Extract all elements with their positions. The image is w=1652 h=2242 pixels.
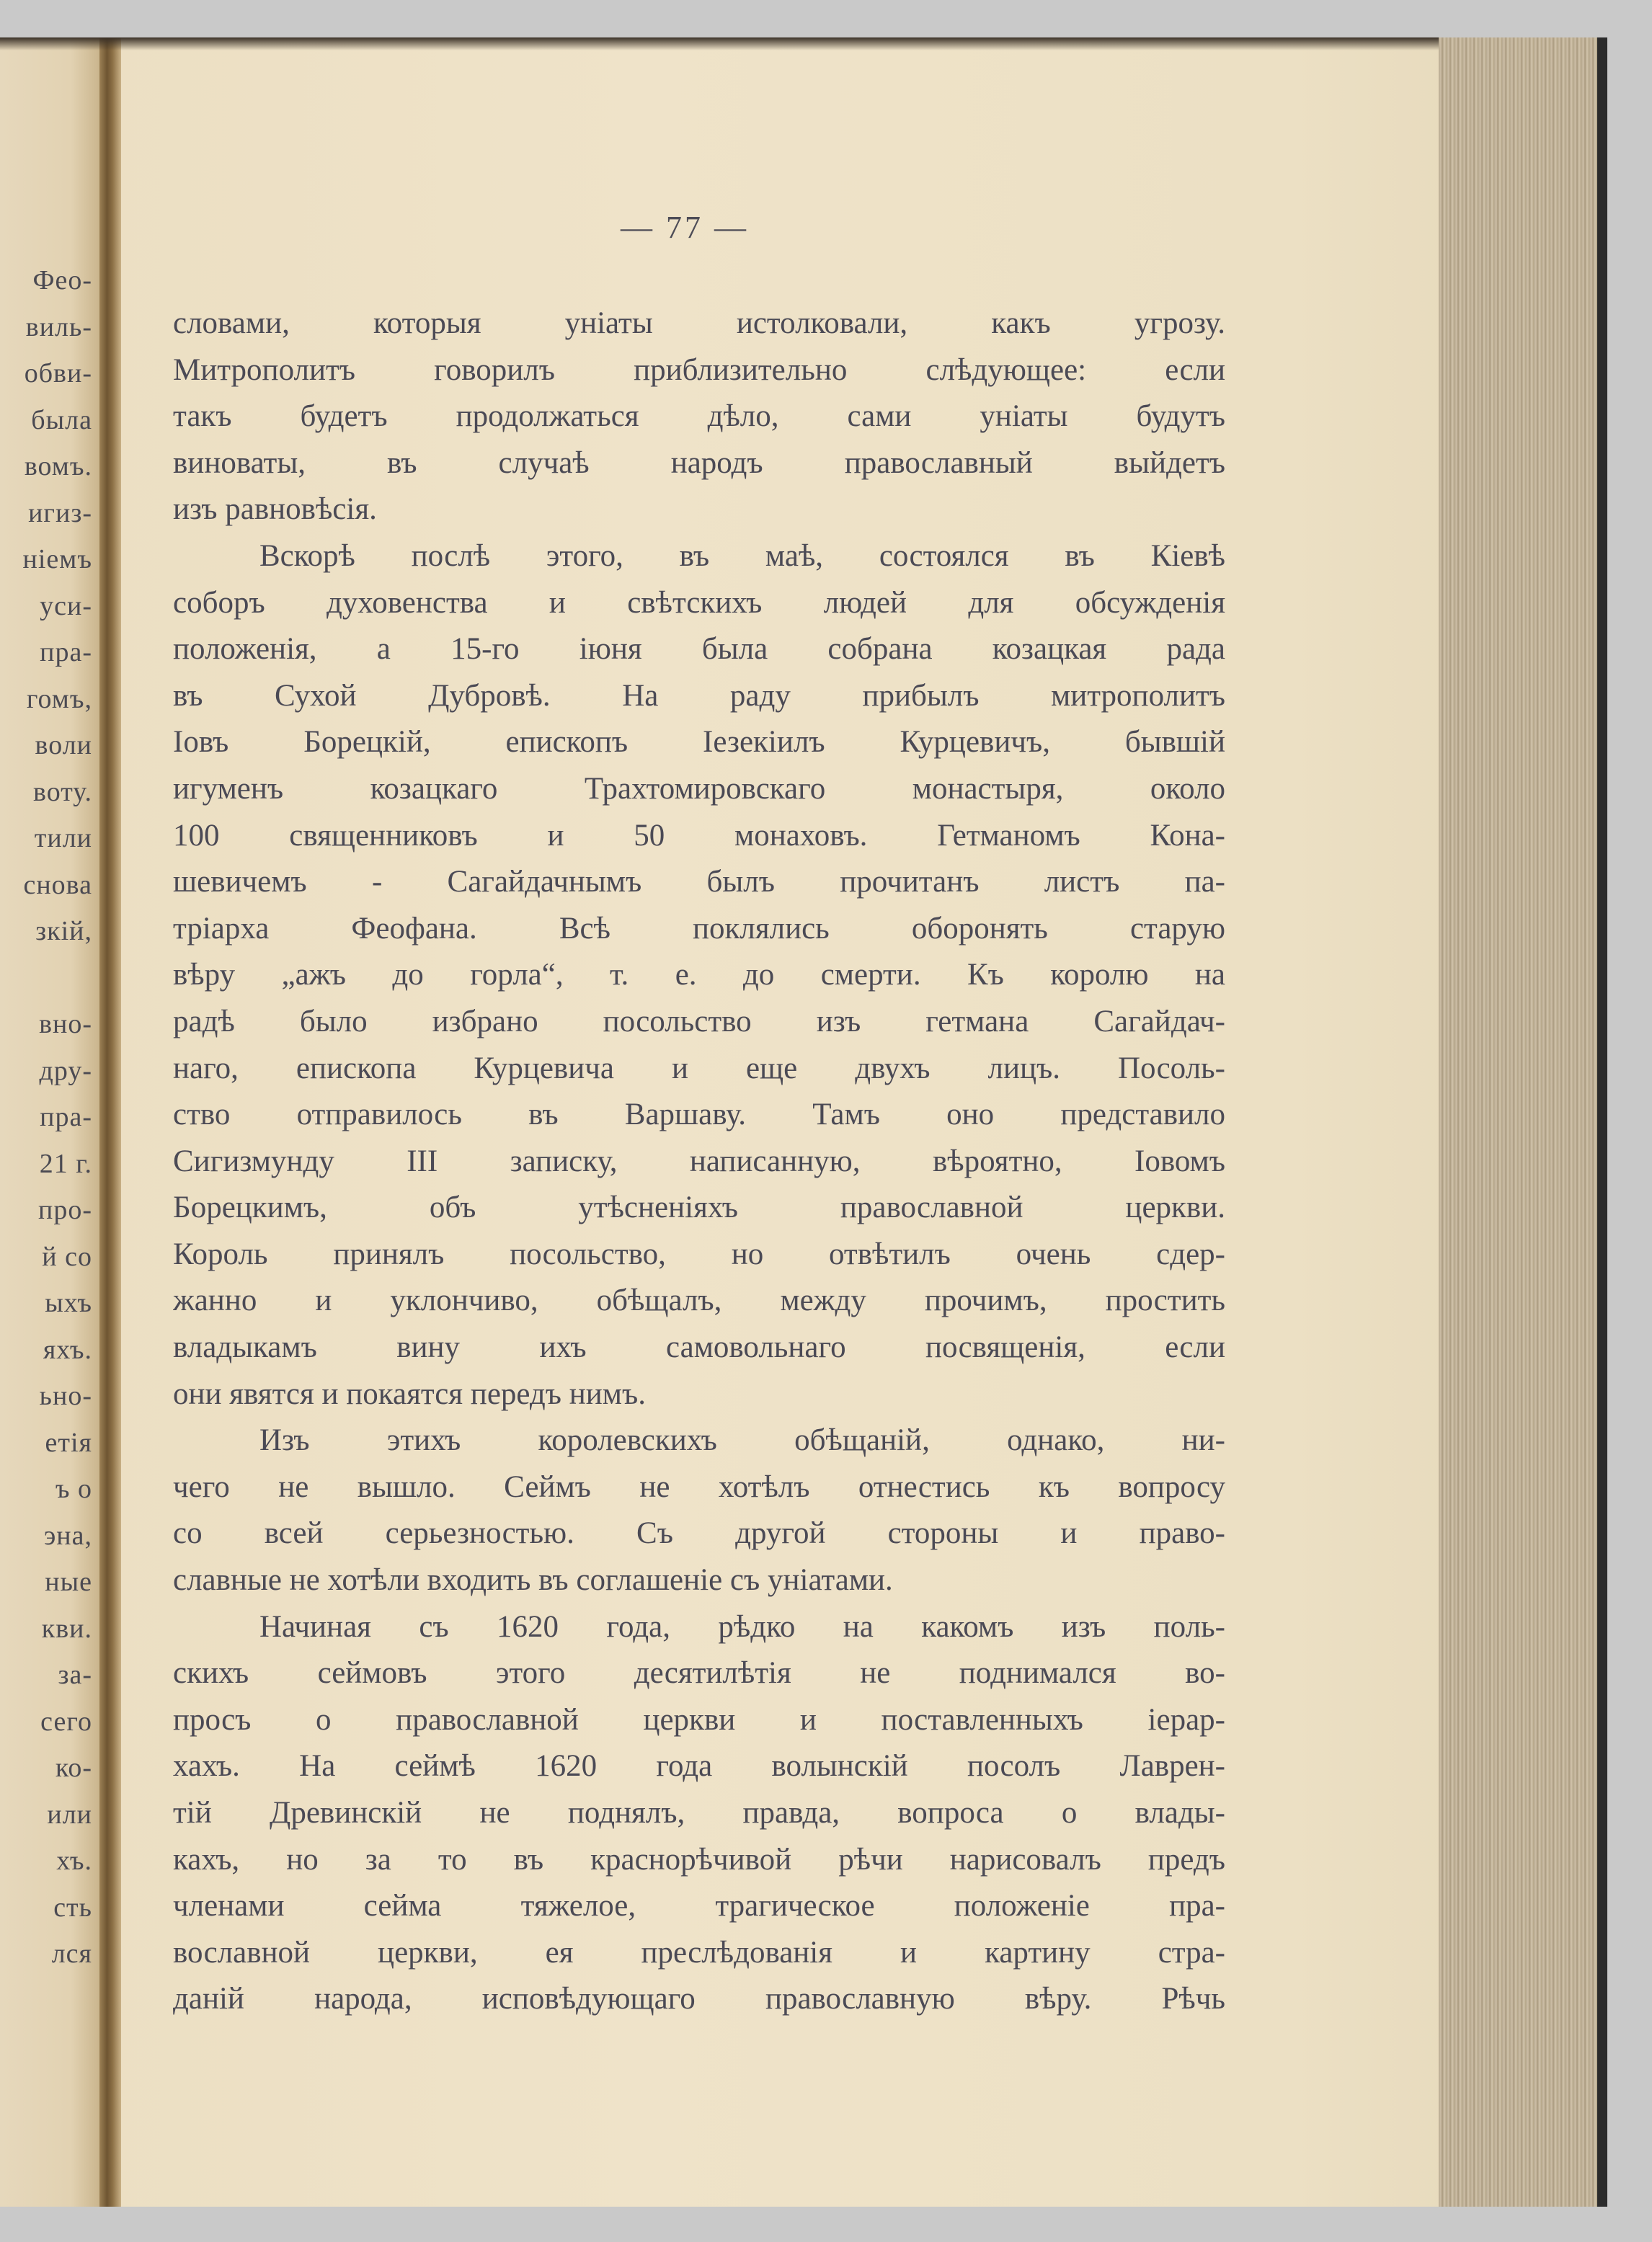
left-page-fragment: за- bbox=[58, 1660, 92, 1690]
text-line: изъ равновѣсія. bbox=[173, 492, 377, 527]
text-line: вѣру „ажъ до горла“, т. е. до смерти. Къ королю на bbox=[173, 958, 1225, 992]
left-page-fragment: етія bbox=[45, 1427, 92, 1458]
text-line: словами, которыя уніаты истолковали, какъ угрозу. bbox=[173, 306, 1225, 340]
book-gutter bbox=[99, 37, 121, 2207]
text-line: жанно и уклончиво, обѣщалъ, между прочимъ, простить bbox=[173, 1284, 1225, 1318]
text-line: радѣ было избрано посольство изъ гетмана Сагайдач- bbox=[173, 1004, 1225, 1038]
text-line: Іовъ Борецкій, епископъ Іезекіилъ Курцевичъ, бывшій bbox=[173, 725, 1225, 760]
left-page-fragment: или bbox=[47, 1799, 92, 1830]
text-line: кахъ, но за то въ краснорѣчивой рѣчи нарисовалъ предъ bbox=[173, 1842, 1225, 1877]
text-line: ство отправилось въ Варшаву. Тамъ оно представило bbox=[173, 1098, 1225, 1132]
left-page-fragment: эна, bbox=[43, 1520, 92, 1551]
left-page-fragment: обви- bbox=[24, 358, 92, 388]
text-line: просъ о православной церкви и поставленныхъ іерар- bbox=[173, 1702, 1225, 1737]
text-line: даній народа, исповѣдующаго православную вѣру. Рѣчь bbox=[173, 1982, 1225, 2016]
left-page-fragment: была bbox=[31, 404, 92, 435]
page-edges bbox=[1439, 37, 1607, 2207]
text-line: такъ будетъ продолжаться дѣло, сами уніаты будутъ bbox=[173, 399, 1225, 434]
text-line: тріарха Феофана. Всѣ поклялись оборонять старую bbox=[173, 911, 1225, 946]
text-line: Сигизмунду III записку, написанную, вѣроятно, Іовомъ bbox=[173, 1144, 1225, 1178]
left-page-fragment: снова bbox=[23, 869, 92, 900]
left-page-fragment: й со bbox=[42, 1241, 92, 1272]
left-page-text-fragments bbox=[23, 257, 92, 1978]
body-text bbox=[173, 301, 1225, 2023]
scanned-book-spread bbox=[0, 37, 1607, 2207]
left-page-fragment: хъ. bbox=[56, 1846, 92, 1876]
text-line: соборъ духовенства и свѣтскихъ людей для обсужденія bbox=[173, 585, 1225, 620]
left-page-fragment: уси- bbox=[40, 590, 92, 621]
left-page-fragment: ьно- bbox=[39, 1381, 92, 1411]
left-page-edge bbox=[0, 37, 101, 2207]
left-page-fragment: пра- bbox=[40, 1102, 92, 1132]
text-line: Митрополитъ говорилъ приблизительно слѣдующее: если bbox=[173, 352, 1225, 387]
text-line: тій Древинскій не поднялъ, правда, вопроса о влады- bbox=[173, 1796, 1225, 1830]
text-line: игуменъ козацкаго Трахтомировскаго монастыря, около bbox=[173, 771, 1225, 806]
left-page-fragment: лся bbox=[51, 1939, 92, 1969]
text-line: со всей серьезностью. Съ другой стороны и право- bbox=[173, 1516, 1225, 1551]
text-line: Вскорѣ послѣ этого, въ маѣ, состоялся въ Кіевѣ bbox=[259, 538, 1225, 573]
text-line: владыкамъ вину ихъ самовольнаго посвященія, если bbox=[173, 1330, 1225, 1365]
left-page-fragment: 21 г. bbox=[39, 1148, 92, 1179]
left-page-fragment: про- bbox=[38, 1195, 92, 1225]
text-line: хахъ. На сеймѣ 1620 года волынскій посолъ Лаврен- bbox=[173, 1749, 1225, 1784]
left-page-fragment: вно- bbox=[39, 1009, 92, 1039]
left-page-fragment bbox=[23, 955, 92, 1002]
left-page-fragment: сего bbox=[40, 1706, 92, 1737]
left-page-fragment: тили bbox=[34, 823, 92, 853]
left-page-fragment: ніемъ bbox=[22, 544, 92, 574]
text-line: Борецкимъ, объ утѣсненіяхъ православной церкви. bbox=[173, 1191, 1225, 1225]
text-line: они явятся и покаятся передъ нимъ. bbox=[173, 1376, 647, 1411]
left-page-fragment: зкій, bbox=[35, 916, 92, 946]
left-page-fragment: ко- bbox=[55, 1753, 92, 1783]
left-page-fragment: вомъ. bbox=[24, 451, 92, 481]
left-page-fragment: виль- bbox=[25, 311, 92, 342]
text-line: Король принялъ посольство, но отвѣтилъ очень сдер- bbox=[173, 1237, 1225, 1271]
text-line: виноваты, въ случаѣ народъ православный выйдетъ bbox=[173, 445, 1225, 480]
text-line: 100 священниковъ и 50 монаховъ. Гетманомъ Кона- bbox=[173, 818, 1225, 853]
left-page-fragment: ъ о bbox=[55, 1474, 92, 1504]
left-page-fragment: воту. bbox=[33, 776, 92, 807]
left-page-fragment: Фео- bbox=[32, 265, 92, 295]
left-page-fragment: яхъ. bbox=[43, 1334, 92, 1365]
left-page-fragment: пра- bbox=[40, 637, 92, 667]
left-page-fragment: гомъ, bbox=[26, 683, 92, 714]
page-number: — 77 — bbox=[621, 210, 749, 245]
left-page-fragment: дру- bbox=[39, 1055, 92, 1086]
text-line: скихъ сеймовъ этого десятилѣтія не поднимался во- bbox=[173, 1656, 1225, 1691]
left-page-fragment: кви. bbox=[41, 1613, 92, 1644]
text-line: Начиная съ 1620 года, рѣдко на какомъ изъ поль- bbox=[259, 1609, 1225, 1644]
left-page-fragment: игиз- bbox=[28, 497, 92, 528]
text-line: чего не вышло. Сеймъ не хотѣлъ отнестись къ вопросу bbox=[173, 1469, 1225, 1504]
left-page-fragment: ныe bbox=[45, 1567, 92, 1597]
text-line: вославной церкви, ея преслѣдованія и картину стра- bbox=[173, 1935, 1225, 1970]
text-line: наго, епископа Курцевича и еще двухъ лицъ. Посоль- bbox=[173, 1051, 1225, 1085]
text-line: славные не хотѣли входить въ соглашеніе съ уніатами. bbox=[173, 1563, 893, 1598]
top-shadow bbox=[0, 37, 1607, 50]
left-page-fragment: воли bbox=[35, 730, 92, 760]
left-page-fragment: сть bbox=[53, 1892, 92, 1923]
text-line: положенія, а 15-го іюня была собрана козацкая рада bbox=[173, 632, 1225, 667]
text-line: въ Сухой Дубровѣ. На раду прибылъ митрополитъ bbox=[173, 678, 1225, 713]
text-line: Изъ этихъ королевскихъ обѣщаній, однако, ни- bbox=[259, 1423, 1225, 1458]
text-line: шевичемъ - Сагайдачнымъ былъ прочитанъ листъ па- bbox=[173, 865, 1225, 899]
text-line: членами сейма тяжелое, трагическое положеніе пра- bbox=[173, 1889, 1225, 1923]
left-page-fragment: ыхъ bbox=[45, 1288, 92, 1318]
